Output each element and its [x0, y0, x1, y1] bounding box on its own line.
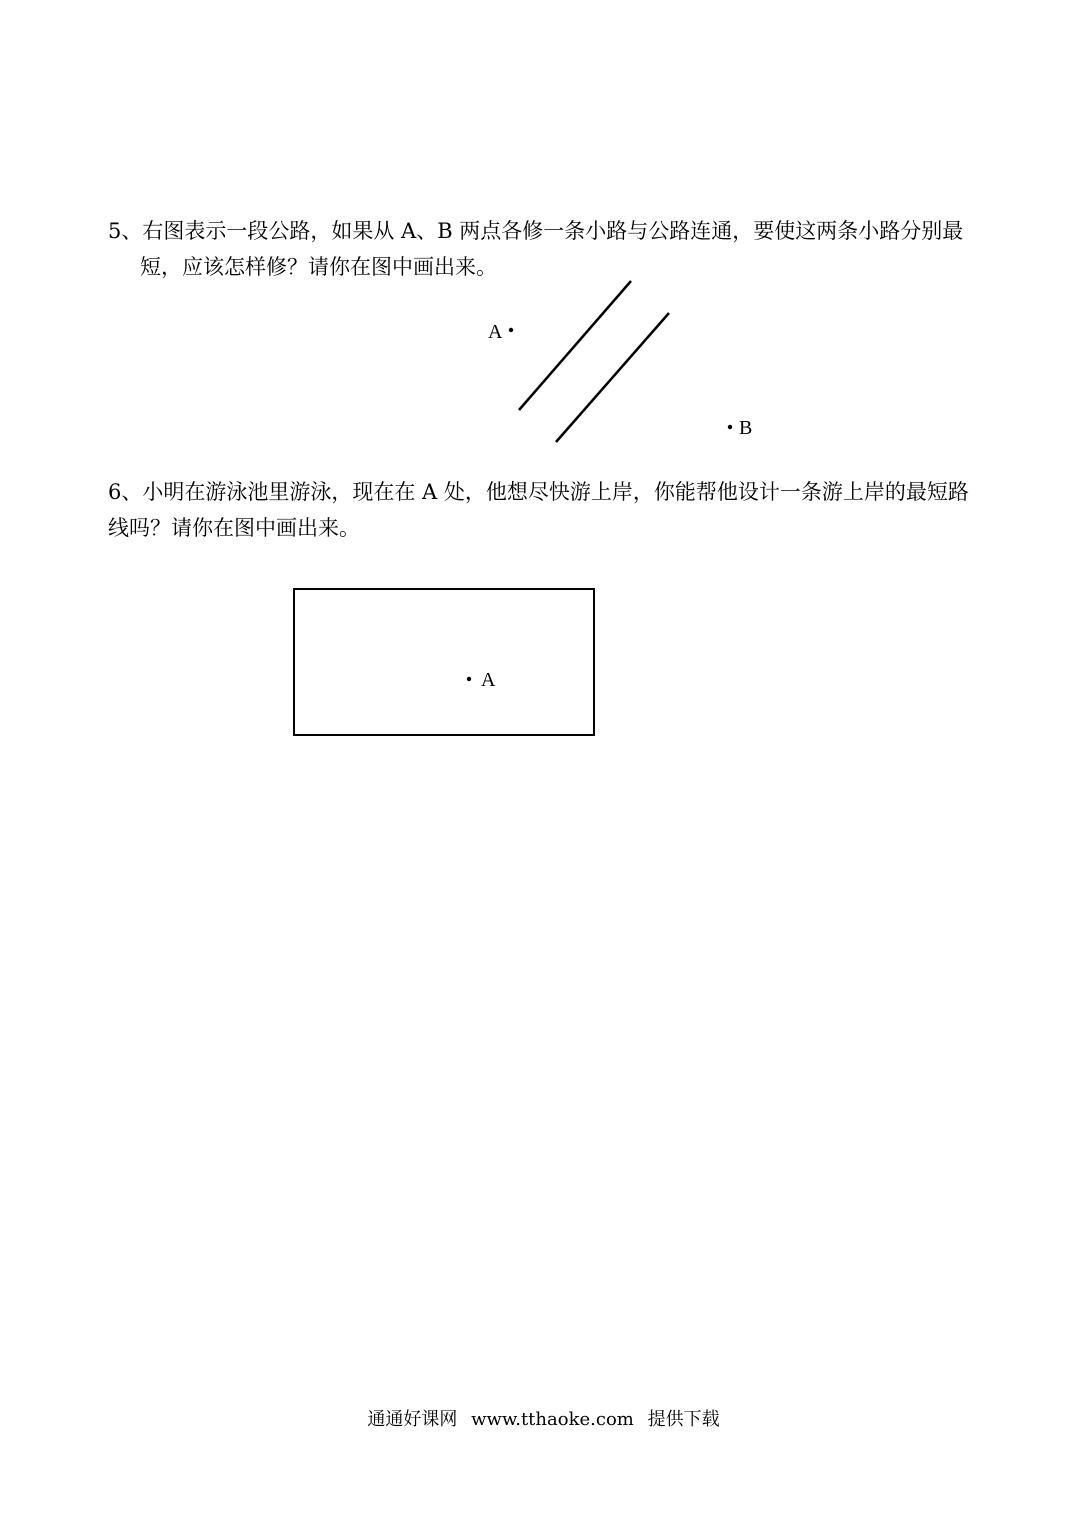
point-a-label: A — [488, 321, 503, 343]
point-b-label: B — [739, 417, 753, 439]
footer-url: www.tthaoke.com — [471, 1409, 634, 1430]
road-figure — [480, 270, 770, 455]
page-footer — [0, 1407, 1087, 1433]
road-edge-lower — [556, 313, 669, 442]
point-a-dot — [509, 328, 513, 332]
swimmer-point-a-dot — [467, 677, 471, 681]
road-edge-upper — [519, 281, 631, 410]
swimming-pool-outline — [294, 589, 594, 735]
swimmer-point-a-label: A — [481, 669, 496, 691]
pool-figure — [288, 583, 600, 743]
question-5-line-1: 5、右图表示一段公路，如果从 A、B 两点各修一条小路与公路连通，要使这两条小路分别最 — [108, 219, 964, 243]
point-b-dot — [728, 425, 732, 429]
footer-site-name: 通通好课网 — [367, 1409, 458, 1430]
question-6 — [108, 474, 993, 546]
footer-note: 提供下载 — [647, 1409, 720, 1430]
question-5-line-2: 短，应该怎样修？请你在图中画出来。 — [140, 255, 497, 279]
question-6-line-1: 6、小明在游泳池里游泳，现在在 A 处，他想尽快游上岸，你能帮他设计一条游上岸的最短路 — [108, 480, 969, 504]
question-6-line-2: 线吗？请你在图中画出来。 — [108, 516, 360, 540]
